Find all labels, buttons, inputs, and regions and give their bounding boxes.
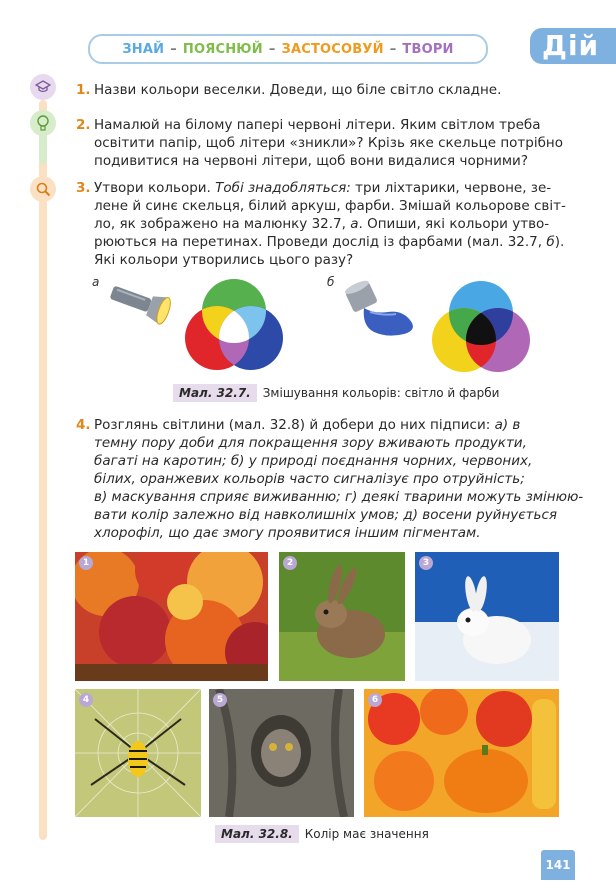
vegetables-photo [364, 689, 559, 817]
task-text-italic: а [350, 216, 359, 232]
task-number: 4. [76, 417, 91, 433]
task-text-line: в) маскування сприяє виживанню; г) деякі тварини можуть змінюю- [94, 489, 584, 505]
task-number: 1. [76, 82, 91, 98]
task-text-italic: б [546, 234, 555, 250]
photo-number: 5 [213, 693, 227, 707]
task-text-line: хлорофіл, що дає змогу проявитися іншим пігментам. [94, 525, 481, 541]
task-text-line: багаті на каротин; б) у природі поєднання чорних, червоних, [94, 453, 533, 469]
task-text-line: Назви кольори веселки. Доведи, що біле світло складне. [94, 82, 502, 98]
task-text: три ліхтарики, червоне, зе- [350, 180, 552, 196]
task-text: . Опиши, які кольори утво- [358, 216, 550, 232]
task-text-line: білих, оранжевих кольорів часто сигналізує про отруйність; [94, 471, 525, 487]
photo-number: 1 [79, 556, 93, 570]
task-text: Утвори кольори. [94, 180, 216, 196]
task-text-line: подивитися на червоні літери, щоб вони видалися чорними? [94, 153, 528, 169]
header-word-explain: ПОЯСНЮЙ [182, 41, 263, 57]
autumn-trees-photo [75, 552, 268, 681]
caption-text: Колір має значення [304, 827, 429, 841]
header-separator: – [389, 41, 397, 57]
rabbit-photo [279, 552, 405, 681]
caption-label: Мал. 32.8. [215, 825, 299, 843]
header-word-create: ТВОРИ [402, 41, 454, 57]
photo-number: 4 [79, 693, 93, 707]
header-separator: – [170, 41, 177, 57]
light-mixing-diagram [181, 276, 287, 374]
task-text-line: лене й синє скельця, білий аркуш, фарби. Змішай кольорове світ- [94, 198, 566, 214]
task-text-line: Які кольори утворились цього разу? [94, 252, 354, 268]
flashlight-icon [104, 280, 180, 326]
task-text-line [94, 233, 566, 251]
task-text: Розглянь світлини (мал. 32.8) й добери до них підписи: [94, 417, 495, 433]
task-text-line [94, 215, 566, 233]
section-header [88, 34, 488, 64]
caption-label: Мал. 32.7. [173, 384, 257, 402]
owl-photo [209, 689, 354, 817]
task-text: рюються на перетинах. Проведи дослід із фарбами (мал. 32.7, [94, 234, 547, 250]
task-text-line: Намалюй на білому папері червоні літери. Яким світлом треба [94, 117, 541, 133]
graduation-cap-icon [30, 74, 56, 100]
task-text-line: вати колір залежно від навколишніх умов; д) восени руйнується [94, 507, 558, 523]
figure-label-a: а [92, 275, 100, 289]
task-number: 3. [76, 180, 91, 196]
photo-number: 2 [283, 556, 297, 570]
page-number: 141 [541, 850, 575, 880]
task-text-italic: а) в [494, 417, 521, 433]
white-hare-photo [415, 552, 559, 681]
task-text: ло, як зображено на малюнку 32.7, [94, 216, 351, 232]
figure-328-caption [215, 827, 429, 841]
figure-327-caption [173, 386, 499, 400]
lightbulb-icon [30, 110, 56, 136]
header-word-apply: ЗАСТОСОВУЙ [281, 41, 384, 57]
paint-mixing-diagram [428, 278, 534, 376]
task-text-line [94, 179, 566, 197]
section-tab: Дій [530, 28, 616, 64]
figure-label-b: б [327, 275, 335, 289]
photo-number: 3 [419, 556, 433, 570]
paint-can-icon [340, 278, 424, 342]
photo-number: 6 [368, 693, 382, 707]
task-text-line: темну пору доби для покращення зору вживають продукти, [94, 435, 527, 451]
task-text-italic: Тобі знадобляться: [215, 180, 351, 196]
task-text-line: освітити папір, щоб літери «зникли»? Крізь яке скельце потрібно [94, 135, 564, 151]
header-separator: – [268, 41, 276, 57]
header-word-know: ЗНАЙ [122, 41, 165, 57]
task-text: ). [554, 234, 565, 250]
magnifier-icon [30, 176, 56, 202]
caption-text: Змішування кольорів: світло й фарби [262, 386, 500, 400]
left-rail [39, 100, 47, 840]
task-number: 2. [76, 117, 91, 133]
task-text-line [94, 416, 583, 434]
spider-photo [75, 689, 201, 817]
